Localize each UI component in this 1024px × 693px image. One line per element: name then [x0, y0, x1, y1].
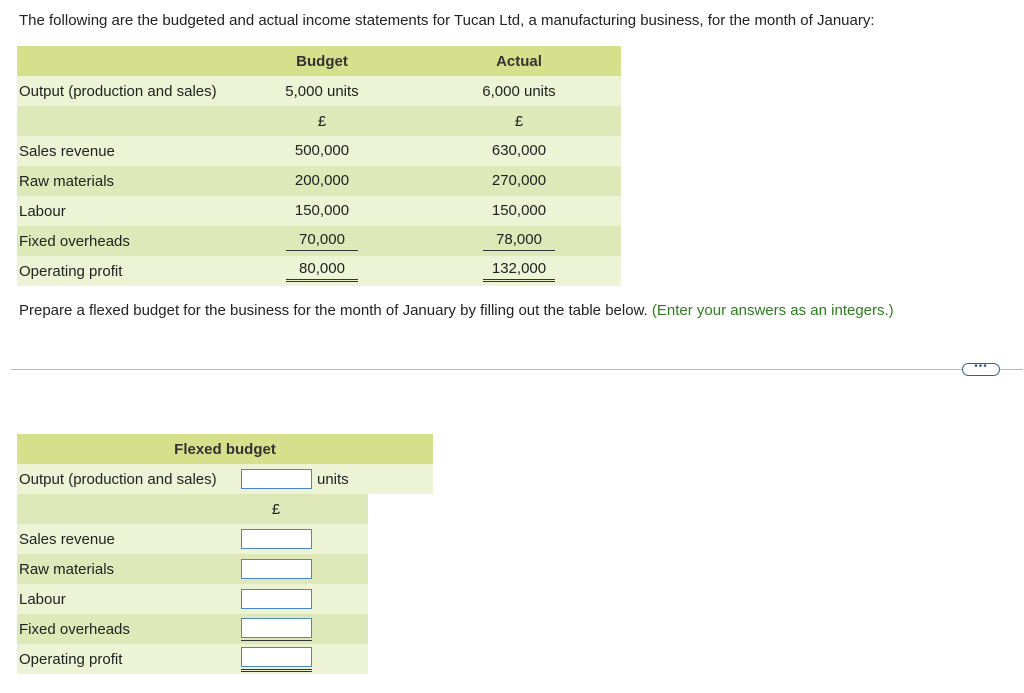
- row-label: Operating profit: [17, 256, 227, 286]
- table-row: [17, 166, 621, 196]
- output-label: Output (production and sales): [17, 76, 227, 106]
- budget-actual-table: [17, 46, 621, 286]
- header-budget: Budget: [227, 46, 415, 76]
- flexed-row-label: Fixed overheads: [17, 614, 235, 644]
- instruction-main: Prepare a flexed budget for the business for the month of January by filling out the table below.: [19, 302, 648, 319]
- raw-materials-input[interactable]: [241, 559, 312, 579]
- units-label: units: [315, 464, 433, 494]
- fixed-overheads-input[interactable]: [241, 618, 312, 638]
- intro-text: The following are the budgeted and actual income statements for Tucan Ltd, a manufacturing business, for the month of January:: [19, 12, 875, 29]
- more-options-button[interactable]: •••: [962, 363, 1000, 376]
- table-row: [17, 136, 621, 166]
- flexed-row: [17, 524, 433, 554]
- table-row: [17, 256, 621, 286]
- row-label: Raw materials: [17, 166, 227, 196]
- flexed-row-label: Sales revenue: [17, 524, 235, 554]
- row-actual-value: 132,000: [483, 260, 555, 282]
- row-budget-value: 500,000: [294, 141, 350, 159]
- section-divider: [11, 369, 1023, 370]
- flexed-row-label: Operating profit: [17, 644, 235, 674]
- currency-row: [17, 106, 621, 136]
- labour-input[interactable]: [241, 589, 312, 609]
- currency-actual: £: [415, 106, 621, 136]
- instruction-text: [19, 302, 894, 319]
- flexed-output-row: [17, 464, 433, 494]
- flexed-output-input[interactable]: [241, 469, 312, 489]
- flexed-output-label: Output (production and sales): [17, 464, 235, 494]
- flexed-header-row: [17, 434, 433, 464]
- sales-revenue-input[interactable]: [241, 529, 312, 549]
- flexed-currency-row: [17, 494, 433, 524]
- flexed-header: Flexed budget: [17, 434, 433, 464]
- flexed-row: [17, 554, 433, 584]
- row-label: Labour: [17, 196, 227, 226]
- output-row: [17, 76, 621, 106]
- row-label: Sales revenue: [17, 136, 227, 166]
- flexed-budget-table: [17, 434, 433, 674]
- row-budget-value: 70,000: [286, 231, 358, 251]
- header-actual: Actual: [415, 46, 621, 76]
- instruction-hint: (Enter your answers as an integers.): [651, 302, 894, 319]
- row-budget-value: 80,000: [286, 260, 358, 282]
- output-actual: 6,000 units: [415, 76, 621, 106]
- row-budget-value: 200,000: [294, 171, 350, 189]
- header-blank: [17, 46, 227, 76]
- flexed-row: [17, 614, 433, 644]
- row-actual-value: 270,000: [491, 171, 547, 189]
- table-header-row: [17, 46, 621, 76]
- row-actual-value: 78,000: [483, 231, 555, 251]
- table-row: [17, 226, 621, 256]
- row-actual-value: 150,000: [491, 201, 547, 219]
- output-budget: 5,000 units: [227, 76, 415, 106]
- row-actual-value: 630,000: [491, 141, 547, 159]
- flexed-row-label: Labour: [17, 584, 235, 614]
- flexed-row: [17, 644, 433, 674]
- operating-profit-input[interactable]: [241, 647, 312, 667]
- table-row: [17, 196, 621, 226]
- currency-budget: £: [227, 106, 415, 136]
- flexed-row-label: Raw materials: [17, 554, 235, 584]
- row-label: Fixed overheads: [17, 226, 227, 256]
- flexed-row: [17, 584, 433, 614]
- row-budget-value: 150,000: [294, 201, 350, 219]
- flexed-currency: £: [235, 494, 315, 524]
